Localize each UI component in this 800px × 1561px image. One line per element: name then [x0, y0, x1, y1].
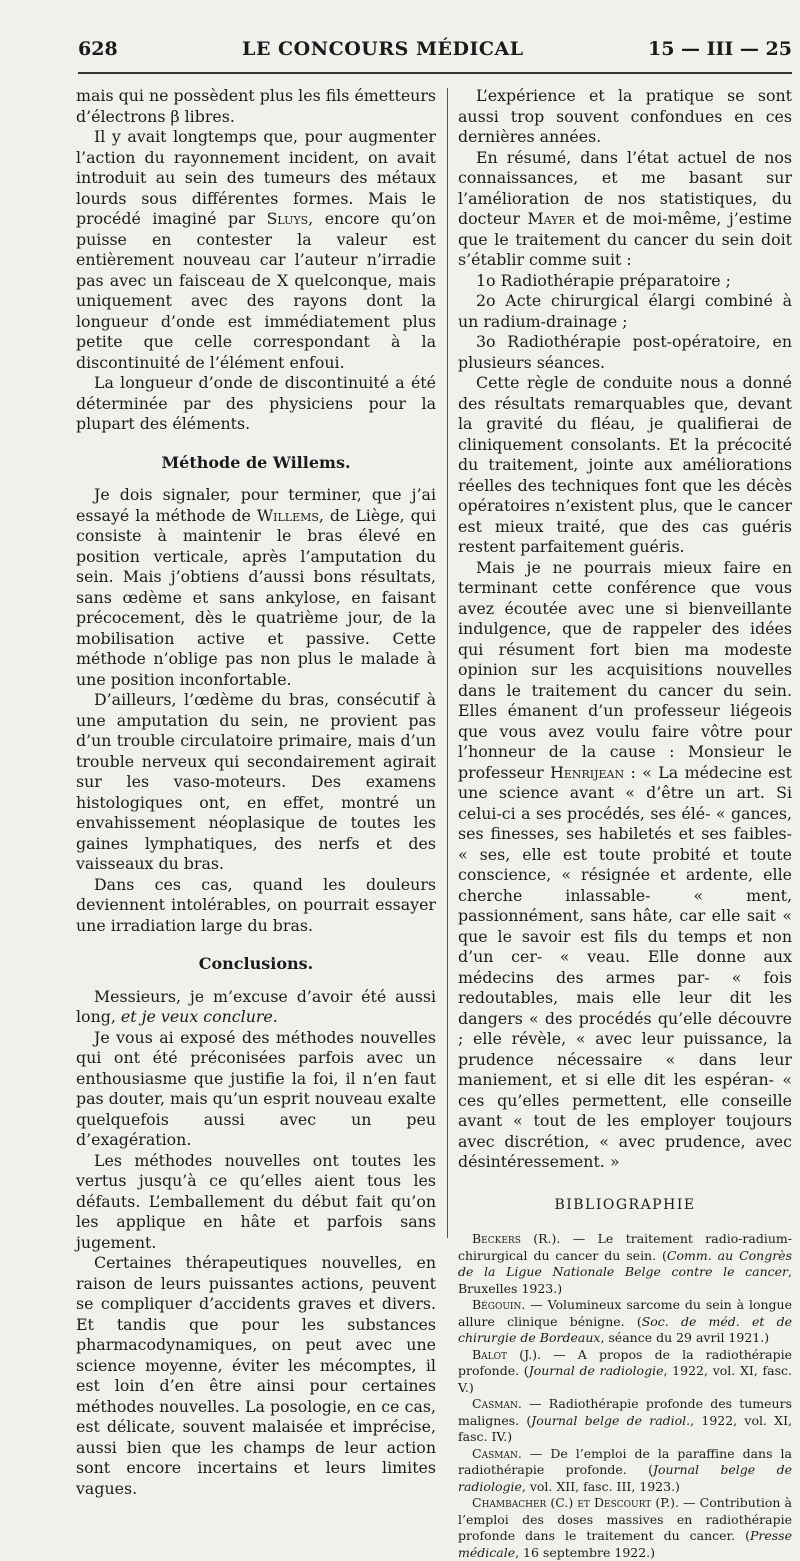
list-item: 3o Radiothérapie post-opératoire, en plusieurs séances. [458, 332, 792, 372]
paragraph: D’ailleurs, l’œdème du bras, consécutif à une amputation du sein, ne provient pas d’un trouble circulatoire primaire, mais d’un trouble nerveux qui secondairement agirait sur les vaso-moteurs. Des examens histologiques ont, en effet, montré un envahissement néoplasique de toutes les gaines lymphatiques, des nerfs et des vaisseaux du bras. [76, 690, 436, 873]
paragraph: Je dois signaler, pour terminer, que j’ai essayé la méthode de Willems, de Liège, qui consiste à maintenir le bras élevé en position verticale, après l’amputation du sein. Mais j’obtiens d’aussi bons résultats, sans œdème et sans ankylose, en faisant précocement, dès le quatrième jour, de la mobilisation active et passive. Cette méthode n’oblige pas non plus le malade à une position inconfortable. [76, 485, 436, 689]
list-item: 1o Radiothérapie préparatoire ; [476, 270, 731, 290]
paragraph: Dans ces cas, quand les douleurs deviennent intolérables, on pourrait essayer une irradiation large du bras. [76, 874, 436, 935]
bibliography-entry: Bégouin. — Volumineux sarcome du sein à longue allure clinique bénigne. (Soc. de méd. et de chirurgie de Bordeaux, séance du 29 avril 1921.) [458, 1297, 792, 1345]
bibliography-entry: Beckers (R.). — Le traitement radio-radium-chirurgical du cancer du sein. (Comm. au Congrès de la Ligue Nationale Belge contre le cancer, Bruxelles 1923.) [458, 1231, 792, 1296]
bibliography-entry: Balot (J.). — A propos de la radiothérapie profonde. (Journal de radiologie, 1922, vol. XI, fasc. V.) [458, 1346, 792, 1395]
right-column [458, 86, 792, 1561]
paragraph: Messieurs, je m’excuse d’avoir été aussi long, et je veux conclure. [76, 986, 436, 1026]
italic-phrase: et je veux conclure. [120, 1007, 278, 1026]
paragraph: Certaines thérapeutiques nouvelles, en raison de leurs puissantes actions, peuvent se compliquer d’accidents graves et divers. Et tandis que pour les substances pharmacodynamiques, on peut avec une science moyenne, éviter les mécomptes, il est loin d’en être ainsi pour certaines méthodes nouvelles. La posologie, en ce cas, est délicate, souvent malaisée et imprécise, aussi bien que les champs de leur action sont encore incertains et leurs limites vagues. [76, 1253, 436, 1498]
paragraph: La longueur d’onde de discontinuité a été déterminée par des physiciens pour la plupart des éléments. [76, 373, 436, 433]
author-name: Henrijean [550, 762, 625, 782]
paragraph: Je vous ai exposé des méthodes nouvelles qui ont été préconisées parfois avec un enthousiasme que justifie la foi, il n’en faut pas douter, mais qu’un esprit nouveau exalte quelquefois aussi avec un peu d’exagération. [76, 1027, 436, 1149]
left-column [76, 86, 436, 1499]
bibliography-list [458, 1231, 792, 1561]
column-divider [447, 88, 448, 1238]
section-heading: Conclusions. [198, 954, 314, 973]
header-rule [78, 72, 792, 74]
paragraph: Il y avait longtemps que, pour augmenter l’action du rayonnement incident, on avait introduit au sein des tumeurs des métaux lourds sous différentes formes. Mais le procédé imaginé par Sluys, encore qu’on puisse en contester la valeur est entièrement nouveau car l’auteur n’irradie pas avec un faisceau de X quelconque, mais uniquement avec des rayons dont la longueur d’onde est immédiatement plus petite que celle correspondant à la discontinuité de l’élément enfoui. [76, 127, 436, 372]
journal-title: LE CONCOURS MÉDICAL [242, 38, 524, 60]
issue-date: 15 — III — 25 [647, 38, 792, 60]
author-name: Mayer [527, 209, 575, 228]
page-number: 628 [78, 38, 118, 60]
paragraph: L’expérience et la pratique se sont aussi trop souvent confondues en ces dernières années. [458, 86, 792, 146]
paragraph: Les méthodes nouvelles ont toutes les vertus jusqu’à ce qu’elles aient tous les défauts. L’emballement du début fait qu’on les applique en hâte et parfois sans jugement. [76, 1150, 436, 1252]
bibliography-entry: Casman. — Radiothérapie profonde des tumeurs malignes. (Journal belge de radiol., 1922, vol. XI, fasc. IV.) [458, 1396, 792, 1444]
bibliography-entry: Chambacher (C.) et Descourt (P.). — Contribution à l’emploi des doses massives en radiothérapie profonde dans le traitement du cancer. (Presse médicale, 16 septembre 1922.) [458, 1495, 792, 1560]
list-item: 2o Acte chirurgical élargi combiné à un radium-drainage ; [458, 291, 792, 331]
bibliography-entry: Casman. — De l’emploi de la paraffine dans la radiothérapie profonde. (Journal belge de radiologie, vol. XII, fasc. III, 1923.) [458, 1445, 792, 1494]
page-header [78, 38, 792, 68]
author-name: Sluys [266, 209, 309, 228]
paragraph: Cette règle de conduite nous a donné des résultats remarquables que, devant la gravité du fléau, je qualifierai de cliniquement consolants. Et la précocité du traitement, jointe aux améliorations réelles des techniques font que les décès opératoires n’existent plus, que le cancer est mieux traité, que des cas guéris restent parfaitement guéris. [458, 373, 792, 556]
paragraph: Mais je ne pourrais mieux faire en terminant cette conférence que vous avez écoutée avec une si bienveillante indulgence, que de rappeler des idées qui résument fort bien ma modeste opinion sur les acquisitions nouvelles dans le traitement du cancer du sein. Elles émanent d’un professeur liégeois que vous avez voulu faire vôtre pour l’honneur de la cause : Monsieur le professeur Henrijean : « La médecine est une science avant « d’être un art. Si celui-ci a ses procédés, ses élé- « gances, ses finesses, ses habiletés et ses faibles- « ses, elle est toute probité et toute conscience, « résignée et ardente, elle cherche inlassable- « ment, passionnément, sans hâte, car elle sait « que le savoir est fils du temps et non d’un cer- « veau. Elle donne aux médecins des armes par- « fois redoutables, mais elle leur dit les dangers « des procédés qu’elle découvre ; elle révèle, « avec leur puissance, la prudence nécessaire « dans leur maniement, et si elle dit les espéran- « ces qu’elles permettent, elle conseille avant « tout de les employer toujours avec discrétion, « avec prudence, avec désintéressement. » [458, 557, 793, 1171]
section-heading: Méthode de Willems. [161, 452, 351, 472]
paragraph: mais qui ne possèdent plus les fils émetteurs d’électrons β libres. [76, 86, 436, 126]
author-name: Willems [256, 505, 319, 525]
paragraph: En résumé, dans l’état actuel de nos connaissances, et me basant sur l’amélioration de nos statistiques, du docteur Mayer et de moi-même, j’estime que le traitement du cancer du sein doit s’établir comme suit : [458, 147, 792, 269]
bibliography-title: BIBLIOGRAPHIE [554, 1196, 696, 1213]
